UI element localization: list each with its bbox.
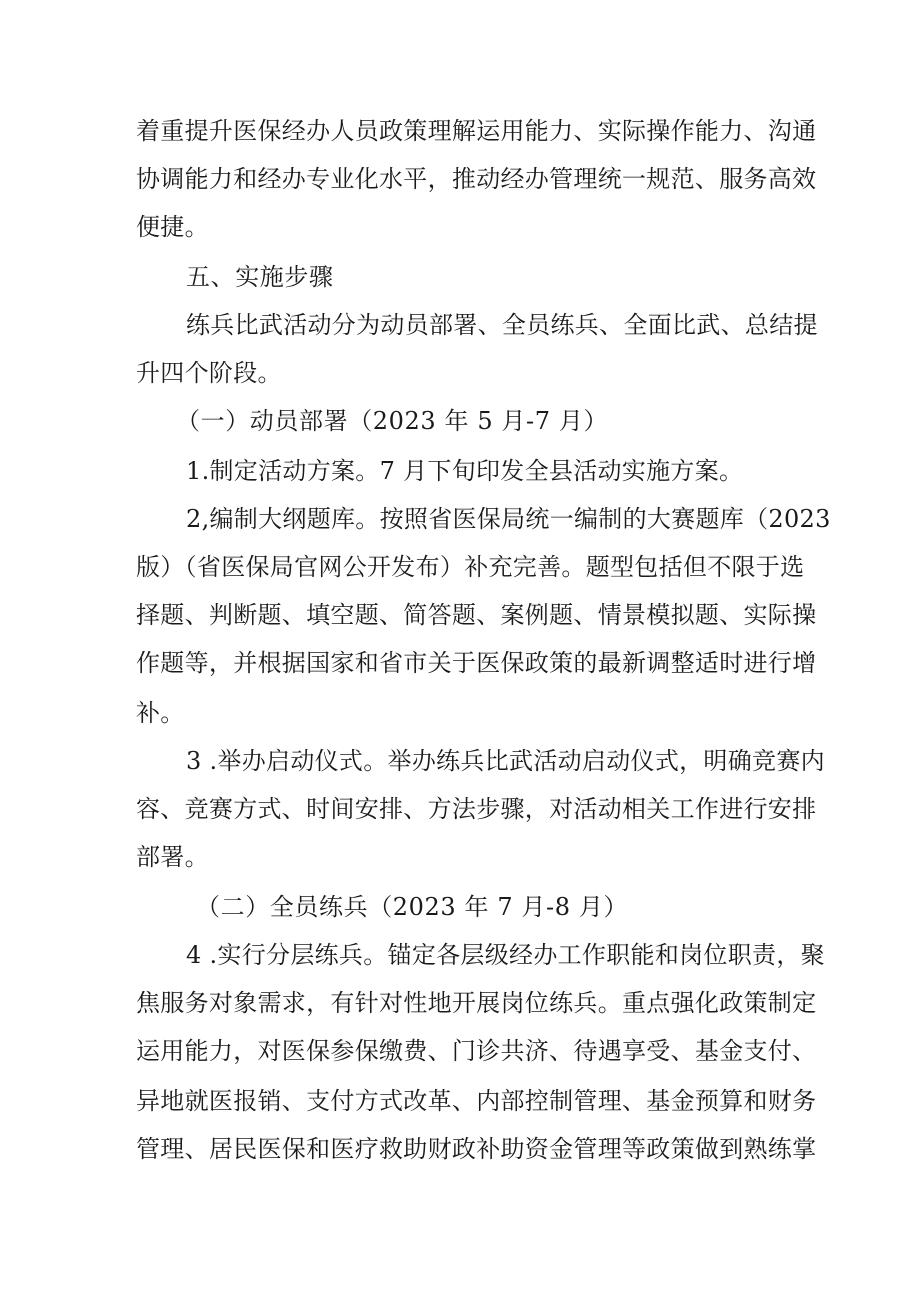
paragraph-line: 便捷。 xyxy=(136,213,209,241)
paragraph-line: 作题等，并根据国家和省市关于医保政策的最新调整适时进行增 xyxy=(136,649,817,677)
paragraph-line: 补。 xyxy=(136,699,185,727)
paragraph-line: 4 .实行分层练兵。锚定各层级经办工作职能和岗位职责，聚 xyxy=(186,941,825,969)
paragraph-line: 2,编制大纲题库。按照省医保局统一编制的大赛题库（2023 xyxy=(186,505,831,533)
paragraph-line: 管理、居民医保和医疗救助财政补助资金管理等政策做到熟练掌 xyxy=(136,1135,817,1163)
paragraph-line: 版）（省医保局官网公开发布）补充完善。题型包括但不限于选 xyxy=(136,553,805,581)
paragraph-line: 部署。 xyxy=(136,843,209,871)
paragraph-line: 升四个阶段。 xyxy=(136,359,282,387)
subsection-heading: （二）全员练兵（2023 年 7 月-8 月） xyxy=(196,893,629,921)
paragraph-line: 容、竞赛方式、时间安排、方法步骤，对活动相关工作进行安排 xyxy=(136,795,817,823)
paragraph-line: 练兵比武活动分为动员部署、全员练兵、全面比武、总结提 xyxy=(186,311,818,339)
paragraph-line: 焦服务对象需求，有针对性地开展岗位练兵。重点强化政策制定 xyxy=(136,989,817,1017)
subsection-heading: （一）动员部署（2023 年 5 月-7 月） xyxy=(176,407,609,435)
paragraph-line: 择题、判断题、填空题、简答题、案例题、情景模拟题、实际操 xyxy=(136,601,817,629)
section-heading: 五、实施步骤 xyxy=(186,263,334,291)
paragraph-line: 异地就医报销、支付方式改革、内部控制管理、基金预算和财务 xyxy=(136,1087,817,1115)
paragraph-line: 1.制定活动方案。7 月下旬印发全县活动实施方案。 xyxy=(186,457,744,485)
paragraph-line: 着重提升医保经办人员政策理解运用能力、实际操作能力、沟通 xyxy=(136,117,817,145)
paragraph-line: 运用能力，对医保参保缴费、门诊共济、待遇享受、基金支付、 xyxy=(136,1037,817,1065)
paragraph-line: 协调能力和经办专业化水平，推动经办管理统一规范、服务高效 xyxy=(136,165,817,193)
paragraph-line: 3 .举办启动仪式。举办练兵比武活动启动仪式，明确竞赛内 xyxy=(186,747,825,775)
